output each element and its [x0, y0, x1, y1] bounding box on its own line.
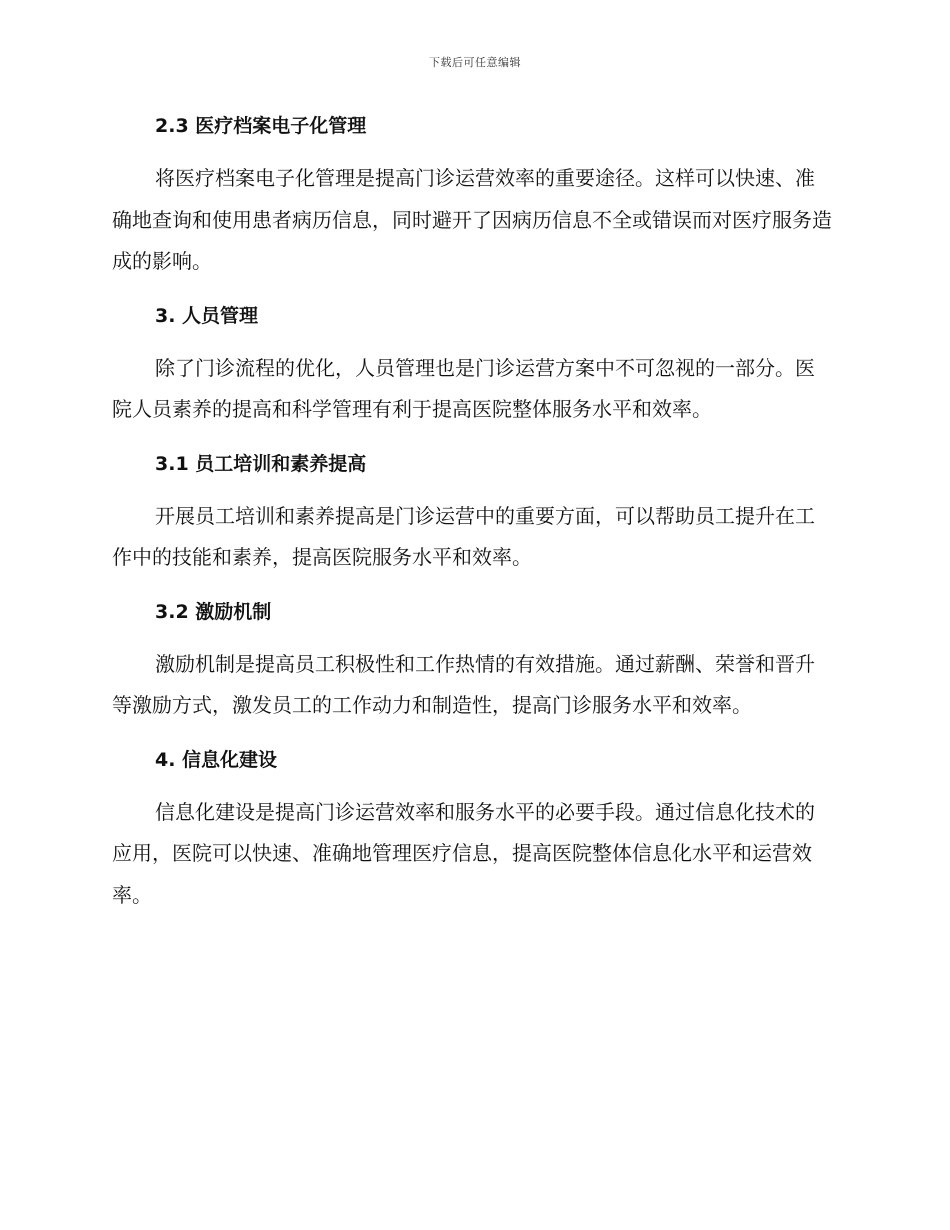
- paragraph-medical-records: 将医疗档案电子化管理是提高门诊运营效率的重要途径。这样可以快速、准确地查询和使用患者病历信息，同时避开了因病历信息不全或错误而对医疗服务造成的影响。: [112, 166, 832, 273]
- paragraph-informatization: 信息化建设是提高门诊运营效率和服务水平的必要手段。通过信息化技术的应用，医院可以快速、准确地管理医疗信息，提高医院整体信息化水平和运营效率。: [112, 799, 815, 907]
- paragraph-staff-training: 开展员工培训和素养提高是门诊运营中的重要方面，可以帮助员工提升在工作中的技能和素养，提高医院服务水平和效率。: [112, 503, 815, 569]
- paragraph-personnel-management: 除了门诊流程的优化，人员管理也是门诊运营方案中不可忽视的一部分。医院人员素养的提高和科学管理有利于提高医院整体服务水平和效率。: [112, 355, 815, 421]
- section-heading-2-3: 2.3 医疗档案电子化管理: [155, 115, 367, 137]
- section-heading-3-2: 3.2 激励机制: [155, 600, 272, 623]
- section-heading-3-1: 3.1 员工培训和素养提高: [155, 452, 367, 475]
- page-header: 下载后可任意编辑: [429, 56, 521, 69]
- paragraph-incentive-mechanism: 激励机制是提高员工积极性和工作热情的有效措施。通过薪酬、荣誉和晋升等激励方式，激发员工的工作动力和制造性，提高门诊服务水平和效率。: [112, 651, 815, 717]
- section-heading-4: 4. 信息化建设: [155, 748, 278, 771]
- document-body: [112, 104, 832, 927]
- section-heading-3: 3. 人员管理: [155, 304, 259, 327]
